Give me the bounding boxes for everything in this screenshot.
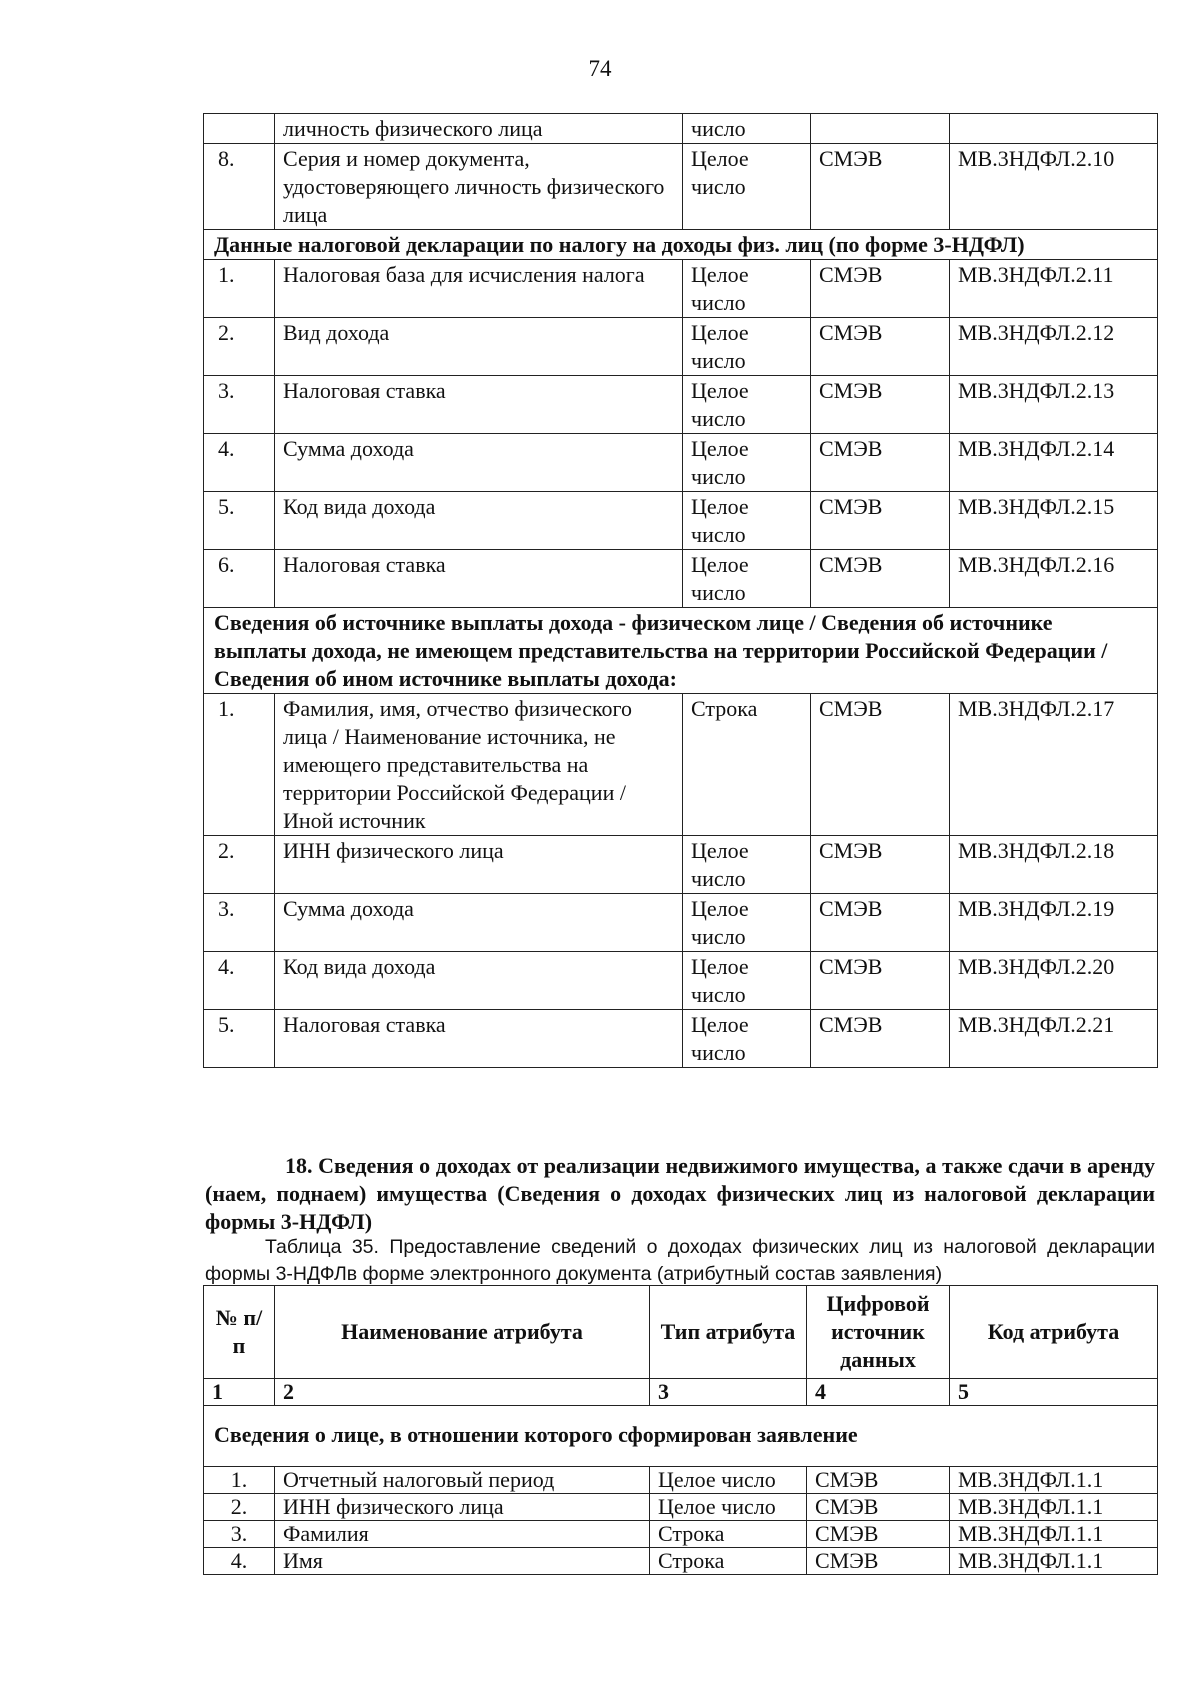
table-row bbox=[204, 1548, 1158, 1575]
section-title: Данные налоговой декларации по налогу на доходы физ. лиц (по форме 3-НДФЛ) bbox=[204, 230, 1158, 260]
attribute-code: МВ.3НДФЛ.2.14 bbox=[950, 434, 1158, 492]
attribute-code: МВ.3НДФЛ.2.11 bbox=[950, 260, 1158, 318]
data-source: СМЭВ bbox=[811, 694, 950, 836]
attribute-code: МВ.3НДФЛ.1.1 bbox=[950, 1494, 1158, 1521]
row-number: 5. bbox=[204, 492, 275, 550]
table-row bbox=[204, 114, 1158, 144]
table-row bbox=[204, 550, 1158, 608]
table-row bbox=[204, 144, 1158, 230]
page-number: 74 bbox=[588, 56, 612, 81]
data-source: СМЭВ bbox=[807, 1494, 950, 1521]
row-number: 5. bbox=[204, 1010, 275, 1068]
row-number: 6. bbox=[204, 550, 275, 608]
table-row bbox=[204, 1521, 1158, 1548]
attribute-type: Строка bbox=[650, 1521, 807, 1548]
row-number: 2. bbox=[204, 318, 275, 376]
attribute-type: Целое число bbox=[683, 836, 811, 894]
table-row bbox=[204, 1010, 1158, 1068]
column-number: 4 bbox=[807, 1379, 950, 1406]
attribute-name: Налоговая ставка bbox=[275, 376, 683, 434]
data-source: СМЭВ bbox=[811, 376, 950, 434]
attribute-type: Целое число bbox=[683, 376, 811, 434]
attribute-name: Сумма дохода bbox=[275, 434, 683, 492]
header-attribute-code: Код атрибута bbox=[950, 1286, 1158, 1379]
attribute-name: Код вида дохода bbox=[275, 492, 683, 550]
attribute-code: МВ.3НДФЛ.2.12 bbox=[950, 318, 1158, 376]
table-row bbox=[204, 434, 1158, 492]
column-number: 5 bbox=[950, 1379, 1158, 1406]
data-source: СМЭВ bbox=[811, 434, 950, 492]
attribute-code: МВ.3НДФЛ.1.1 bbox=[950, 1521, 1158, 1548]
attribute-code: МВ.3НДФЛ.2.21 bbox=[950, 1010, 1158, 1068]
section-title: Сведения об источнике выплаты дохода - физическом лице / Сведения об источнике выплаты дохода, не имеющем представительства на территории Российской Федерации / Сведения об ином источнике выплаты дохода: bbox=[204, 608, 1158, 694]
table-row bbox=[204, 260, 1158, 318]
attribute-name: Налоговая ставка bbox=[275, 1010, 683, 1068]
attribute-name: личность физического лица bbox=[275, 114, 683, 144]
attribute-name: Фамилия bbox=[275, 1521, 650, 1548]
row-number bbox=[204, 114, 275, 144]
attribute-name: Налоговая ставка bbox=[275, 550, 683, 608]
row-number: 2. bbox=[204, 836, 275, 894]
table-row bbox=[204, 1494, 1158, 1521]
attribute-table-continued bbox=[203, 113, 1158, 1068]
row-number: 1. bbox=[204, 1467, 275, 1494]
data-source: СМЭВ bbox=[811, 894, 950, 952]
attribute-name: Вид дохода bbox=[275, 318, 683, 376]
row-number: 4. bbox=[204, 434, 275, 492]
attribute-name: ИНН физического лица bbox=[275, 1494, 650, 1521]
attribute-code: МВ.3НДФЛ.2.19 bbox=[950, 894, 1158, 952]
data-source: СМЭВ bbox=[811, 836, 950, 894]
header-number: № п/п bbox=[204, 1286, 275, 1379]
header-attribute-type: Тип атрибута bbox=[650, 1286, 807, 1379]
attribute-code bbox=[950, 114, 1158, 144]
attribute-code: МВ.3НДФЛ.2.17 bbox=[950, 694, 1158, 836]
data-source bbox=[811, 114, 950, 144]
row-number: 3. bbox=[204, 894, 275, 952]
attribute-type: Целое число bbox=[683, 144, 811, 230]
attribute-name: Серия и номер документа, удостоверяющего личность физического лица bbox=[275, 144, 683, 230]
table-row bbox=[204, 376, 1158, 434]
table-row bbox=[204, 694, 1158, 836]
attribute-name: Отчетный налоговый период bbox=[275, 1467, 650, 1494]
table-35 bbox=[203, 1285, 1158, 1575]
attribute-type: Целое число bbox=[683, 550, 811, 608]
attribute-name: Сумма дохода bbox=[275, 894, 683, 952]
column-number: 2 bbox=[275, 1379, 650, 1406]
header-data-source: Цифровой источник данных bbox=[807, 1286, 950, 1379]
attribute-code: МВ.3НДФЛ.2.15 bbox=[950, 492, 1158, 550]
data-source: СМЭВ bbox=[811, 260, 950, 318]
attribute-code: МВ.3НДФЛ.1.1 bbox=[950, 1467, 1158, 1494]
column-number-row bbox=[204, 1379, 1158, 1406]
row-number: 3. bbox=[204, 376, 275, 434]
data-source: СМЭВ bbox=[807, 1521, 950, 1548]
attribute-type: Целое число bbox=[683, 434, 811, 492]
table-row bbox=[204, 1467, 1158, 1494]
attribute-type: Целое число bbox=[650, 1467, 807, 1494]
table-section-row bbox=[204, 608, 1158, 694]
attribute-name: Код вида дохода bbox=[275, 952, 683, 1010]
table-row bbox=[204, 952, 1158, 1010]
attribute-name: Фамилия, имя, отчество физического лица / Наименование источника, не имеющего представительства на территории Российской Федерации / Иной источник bbox=[275, 694, 683, 836]
table-35-caption: Таблица 35. Предоставление сведений о доходах физических лиц из налоговой декларации формы 3-НДФЛв форме электронного документа (атрибутный состав заявления) bbox=[205, 1236, 1155, 1285]
attribute-type: Целое число bbox=[683, 1010, 811, 1068]
row-number: 4. bbox=[204, 952, 275, 1010]
data-source: СМЭВ bbox=[811, 492, 950, 550]
data-source: СМЭВ bbox=[811, 1010, 950, 1068]
table-row bbox=[204, 492, 1158, 550]
data-source: СМЭВ bbox=[811, 318, 950, 376]
attribute-type: Целое число bbox=[683, 260, 811, 318]
section-18-title: 18. Сведения о доходах от реализации недвижимого имущества, а также сдачи в аренду (наем, поднаем) имущества (Сведения о доходах физических лиц из налоговой декларации формы 3-НДФЛ) bbox=[205, 1153, 1155, 1234]
table-header-row bbox=[204, 1286, 1158, 1379]
attribute-type: Целое число bbox=[683, 492, 811, 550]
data-source: СМЭВ bbox=[811, 550, 950, 608]
section-title: Сведения о лице, в отношении которого сформирован заявление bbox=[204, 1406, 1158, 1467]
table-row bbox=[204, 894, 1158, 952]
attribute-name: Имя bbox=[275, 1548, 650, 1575]
table-row bbox=[204, 836, 1158, 894]
column-number: 1 bbox=[204, 1379, 275, 1406]
row-number: 3. bbox=[204, 1521, 275, 1548]
attribute-code: МВ.3НДФЛ.2.20 bbox=[950, 952, 1158, 1010]
row-number: 4. bbox=[204, 1548, 275, 1575]
row-number: 1. bbox=[204, 694, 275, 836]
data-source: СМЭВ bbox=[811, 952, 950, 1010]
row-number: 2. bbox=[204, 1494, 275, 1521]
column-number: 3 bbox=[650, 1379, 807, 1406]
table-section-row bbox=[204, 230, 1158, 260]
row-number: 8. bbox=[204, 144, 275, 230]
attribute-type: Целое число bbox=[683, 952, 811, 1010]
data-source: СМЭВ bbox=[807, 1467, 950, 1494]
attribute-type: Строка bbox=[683, 694, 811, 836]
table-section-row bbox=[204, 1406, 1158, 1467]
attribute-type: Целое число bbox=[683, 318, 811, 376]
data-source: СМЭВ bbox=[811, 144, 950, 230]
attribute-code: МВ.3НДФЛ.1.1 bbox=[950, 1548, 1158, 1575]
table-row bbox=[204, 318, 1158, 376]
attribute-code: МВ.3НДФЛ.2.13 bbox=[950, 376, 1158, 434]
attribute-type: Целое число bbox=[650, 1494, 807, 1521]
header-attribute-name: Наименование атрибута bbox=[275, 1286, 650, 1379]
attribute-type: Строка bbox=[650, 1548, 807, 1575]
attribute-type: число bbox=[683, 114, 811, 144]
data-source: СМЭВ bbox=[807, 1548, 950, 1575]
attribute-type: Целое число bbox=[683, 894, 811, 952]
attribute-code: МВ.3НДФЛ.2.16 bbox=[950, 550, 1158, 608]
row-number: 1. bbox=[204, 260, 275, 318]
attribute-name: Налоговая база для исчисления налога bbox=[275, 260, 683, 318]
attribute-code: МВ.3НДФЛ.2.18 bbox=[950, 836, 1158, 894]
attribute-code: МВ.3НДФЛ.2.10 bbox=[950, 144, 1158, 230]
attribute-name: ИНН физического лица bbox=[275, 836, 683, 894]
